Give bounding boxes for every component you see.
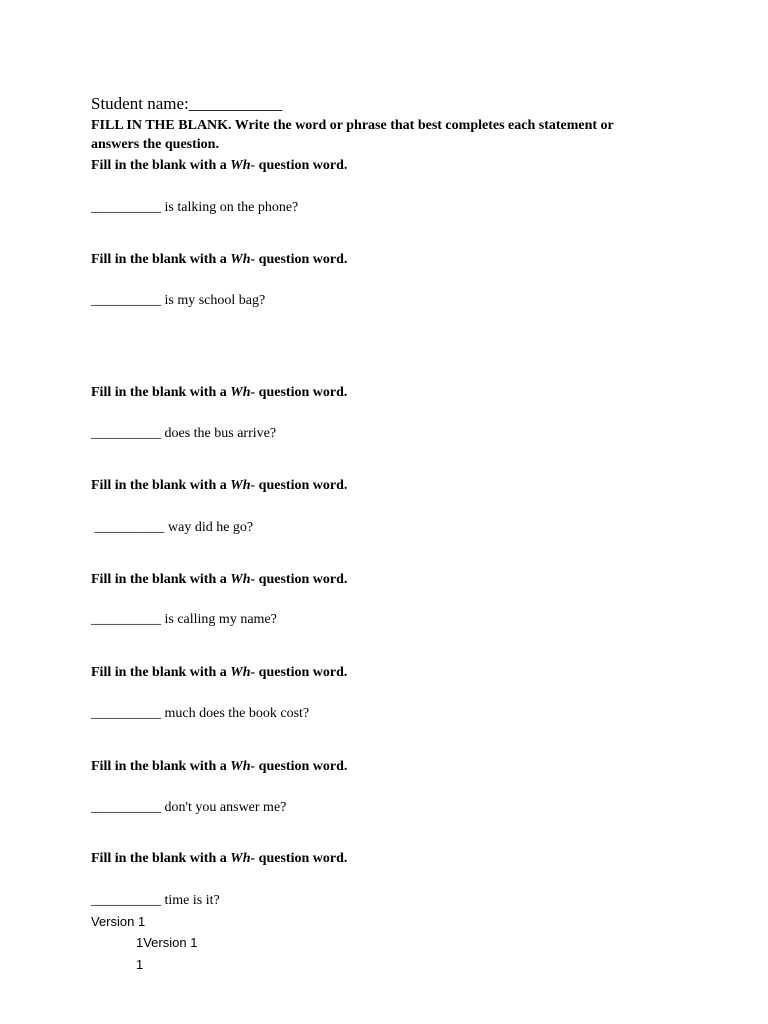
question-prompt: Fill in the blank with a Wh- question word. — [91, 851, 348, 866]
footer-page-number: 1 — [136, 957, 144, 972]
question-prompt: Fill in the blank with a Wh- question word. — [91, 252, 348, 267]
question-text: __________ is calling my name? — [91, 612, 277, 627]
question-text: __________ don't you answer me? — [91, 800, 287, 815]
question-prompt: Fill in the blank with a Wh- question word. — [91, 572, 348, 587]
question-text: __________ time is it? — [91, 893, 220, 908]
instructions-line-2: answers the question. — [91, 137, 219, 152]
footer-version: Version 1 — [91, 914, 146, 929]
question-prompt: Fill in the blank with a Wh- question word. — [91, 385, 348, 400]
question-text: __________ is talking on the phone? — [91, 200, 299, 215]
question-text: __________ much does the book cost? — [91, 706, 310, 721]
instructions-line-1: FILL IN THE BLANK. Write the word or phrase that best completes each statement or — [91, 118, 614, 133]
question-text: __________ way did he go? — [91, 520, 254, 535]
question-text: __________ is my school bag? — [91, 293, 266, 308]
student-name-field: Student name:___________ — [91, 94, 283, 113]
question-prompt: Fill in the blank with a Wh- question word. — [91, 158, 348, 173]
question-text: __________ does the bus arrive? — [91, 426, 277, 441]
question-prompt: Fill in the blank with a Wh- question word. — [91, 478, 348, 493]
question-prompt: Fill in the blank with a Wh- question word. — [91, 665, 348, 680]
footer-page-version: 1Version 1 — [136, 935, 198, 950]
question-prompt: Fill in the blank with a Wh- question word. — [91, 759, 348, 774]
